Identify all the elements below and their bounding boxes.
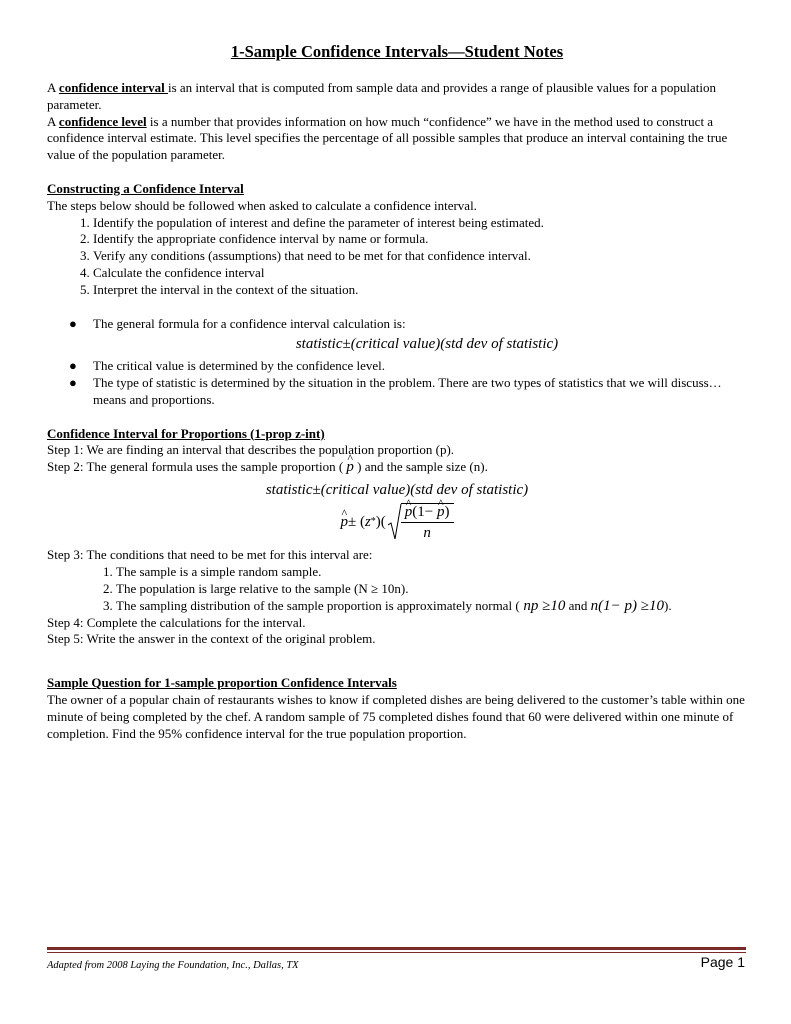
square-root: [388, 503, 454, 542]
condition-text: and: [565, 597, 591, 613]
proportions-step-4: Step 4: Complete the calculations for the interval.: [47, 614, 306, 630]
section-heading-sample-question: Sample Question for 1-sample proportion Confidence Intervals: [47, 675, 397, 691]
formula-one-minus: (1−: [412, 503, 438, 520]
step-text: Step 2: The general formula uses the sample proportion (: [47, 459, 347, 475]
sample-question-text: The owner of a popular chain of restaurants wishes to know if completed dishes are being delivered to the customer’s table within one minute of being completed by the chef. A random sample of 75 completed dishes found that 60 were delivered within one minute of completion. Find the 95% confidence interval for the true population proportion.: [47, 691, 745, 741]
formula-critical-value: (critical value): [350, 336, 441, 353]
list-item: 2. Identify the appropriate confidence interval by name or formula.: [93, 231, 747, 248]
definition-text: is a number that provides information on how much “confidence” we have in the method used to construct a confidence interval estimate. This level specifies the percentage of all possible samples that produce an interval containing the true value of the population parameter.: [47, 113, 728, 163]
formula-z: z: [364, 513, 371, 530]
formula-paren: ): [444, 503, 450, 520]
condition-text: The sampling distribution of the sample proportion is approximately normal (: [116, 597, 520, 613]
formula-paren: )(: [375, 513, 386, 530]
general-formula: [107, 336, 747, 353]
one-prop-z-formula: [47, 503, 747, 542]
bullet-text: The critical value is determined by the confidence level.: [93, 358, 386, 374]
list-item: [69, 358, 747, 375]
list-item: 5. Interpret the interval in the context of the situation.: [93, 282, 747, 299]
footer-rule-thin: [47, 952, 746, 953]
footer-rule: [47, 947, 746, 950]
bullet-list-formula: [47, 316, 747, 333]
definition-confidence-level: [47, 114, 747, 164]
definition-prefix: A: [47, 80, 59, 95]
bullet-text: The general formula for a confidence interval calculation is:: [93, 315, 406, 331]
p-hat-symbol: ^ p: [340, 514, 348, 531]
page-number: Page 1: [700, 954, 745, 970]
proportions-step-2: [47, 459, 747, 476]
list-item: [116, 598, 747, 615]
list-item: [69, 374, 747, 409]
list-item: 1. The sample is a simple random sample.: [116, 564, 747, 581]
fraction-numerator: [401, 504, 454, 523]
formula-star: *: [370, 515, 376, 527]
proportions-step-1: Step 1: We are finding an interval that describes the population proportion (p).: [47, 442, 455, 458]
section-heading-proportions: Confidence Interval for Proportions (1-prop z-int): [47, 425, 325, 441]
section-heading-constructing: Constructing a Confidence Interval: [47, 180, 244, 196]
condition-math: n(1− p) ≥10: [590, 597, 665, 614]
bullet-icon: ●: [69, 358, 77, 374]
list-item: 2. The population is large relative to the sample (N ≥ 10n).: [116, 581, 747, 598]
definition-prefix: A: [47, 113, 59, 129]
bullet-text: The type of statistic is determined by the situation in the problem. There are two types of statistics that we will discuss…means and proportions.: [93, 374, 722, 407]
bullet-icon: ●: [69, 374, 77, 390]
bullet-list-notes: [47, 358, 747, 408]
condition-math: np ≥10: [519, 597, 566, 614]
formula-critical-value: (critical value): [320, 481, 411, 498]
term-confidence-level: confidence level: [58, 113, 147, 129]
list-item: 4. Calculate the confidence interval: [93, 265, 747, 282]
document-page: [47, 42, 747, 742]
page-title: 1-Sample Confidence Intervals—Student Notes: [230, 42, 564, 61]
conditions-list: [47, 564, 747, 614]
radical-sign-icon: [388, 503, 402, 541]
formula-std-dev: (std dev of statistic): [410, 481, 529, 498]
term-confidence-interval: confidence interval: [58, 80, 168, 95]
formula-plus-minus: ±: [312, 481, 321, 498]
list-item: 1. Identify the population of interest and define the parameter of interest being estimated.: [93, 215, 747, 232]
definition-confidence-interval: [47, 80, 747, 114]
fraction: [401, 503, 454, 542]
definition-text: is an interval that is computed from sample data and provides a range of plausible values for a population parameter.: [47, 80, 716, 112]
constructing-steps-list: [47, 215, 747, 299]
fraction-denominator: n: [423, 524, 431, 541]
formula-statistic: statistic: [265, 481, 313, 498]
formula-plus-minus: ± (: [347, 513, 365, 530]
proportions-step-3: Step 3: The conditions that need to be met for this interval are:: [47, 547, 373, 563]
formula-std-dev: (std dev of statistic): [440, 336, 559, 353]
formula-plus-minus: ±: [342, 336, 351, 353]
step-text: ) and the sample size (n).: [353, 459, 488, 475]
p-hat-symbol: ^ p: [346, 459, 354, 476]
constructing-intro: The steps below should be followed when asked to calculate a confidence interval.: [47, 197, 477, 213]
p-hat-symbol: ^ p: [405, 504, 413, 521]
p-hat-symbol: ^ p: [437, 504, 445, 521]
footer-attribution: Adapted from 2008 Laying the Foundation, Inc., Dallas, TX: [47, 960, 299, 971]
condition-text: ).: [664, 597, 672, 613]
formula-statistic: statistic: [295, 336, 343, 353]
general-formula-proportions: [47, 482, 747, 499]
list-item: [69, 315, 747, 333]
list-item: 3. Verify any conditions (assumptions) that need to be met for that confidence interval.: [93, 248, 747, 265]
proportions-step-5: Step 5: Write the answer in the context of the original problem.: [47, 631, 376, 647]
bullet-icon: ●: [69, 315, 77, 331]
